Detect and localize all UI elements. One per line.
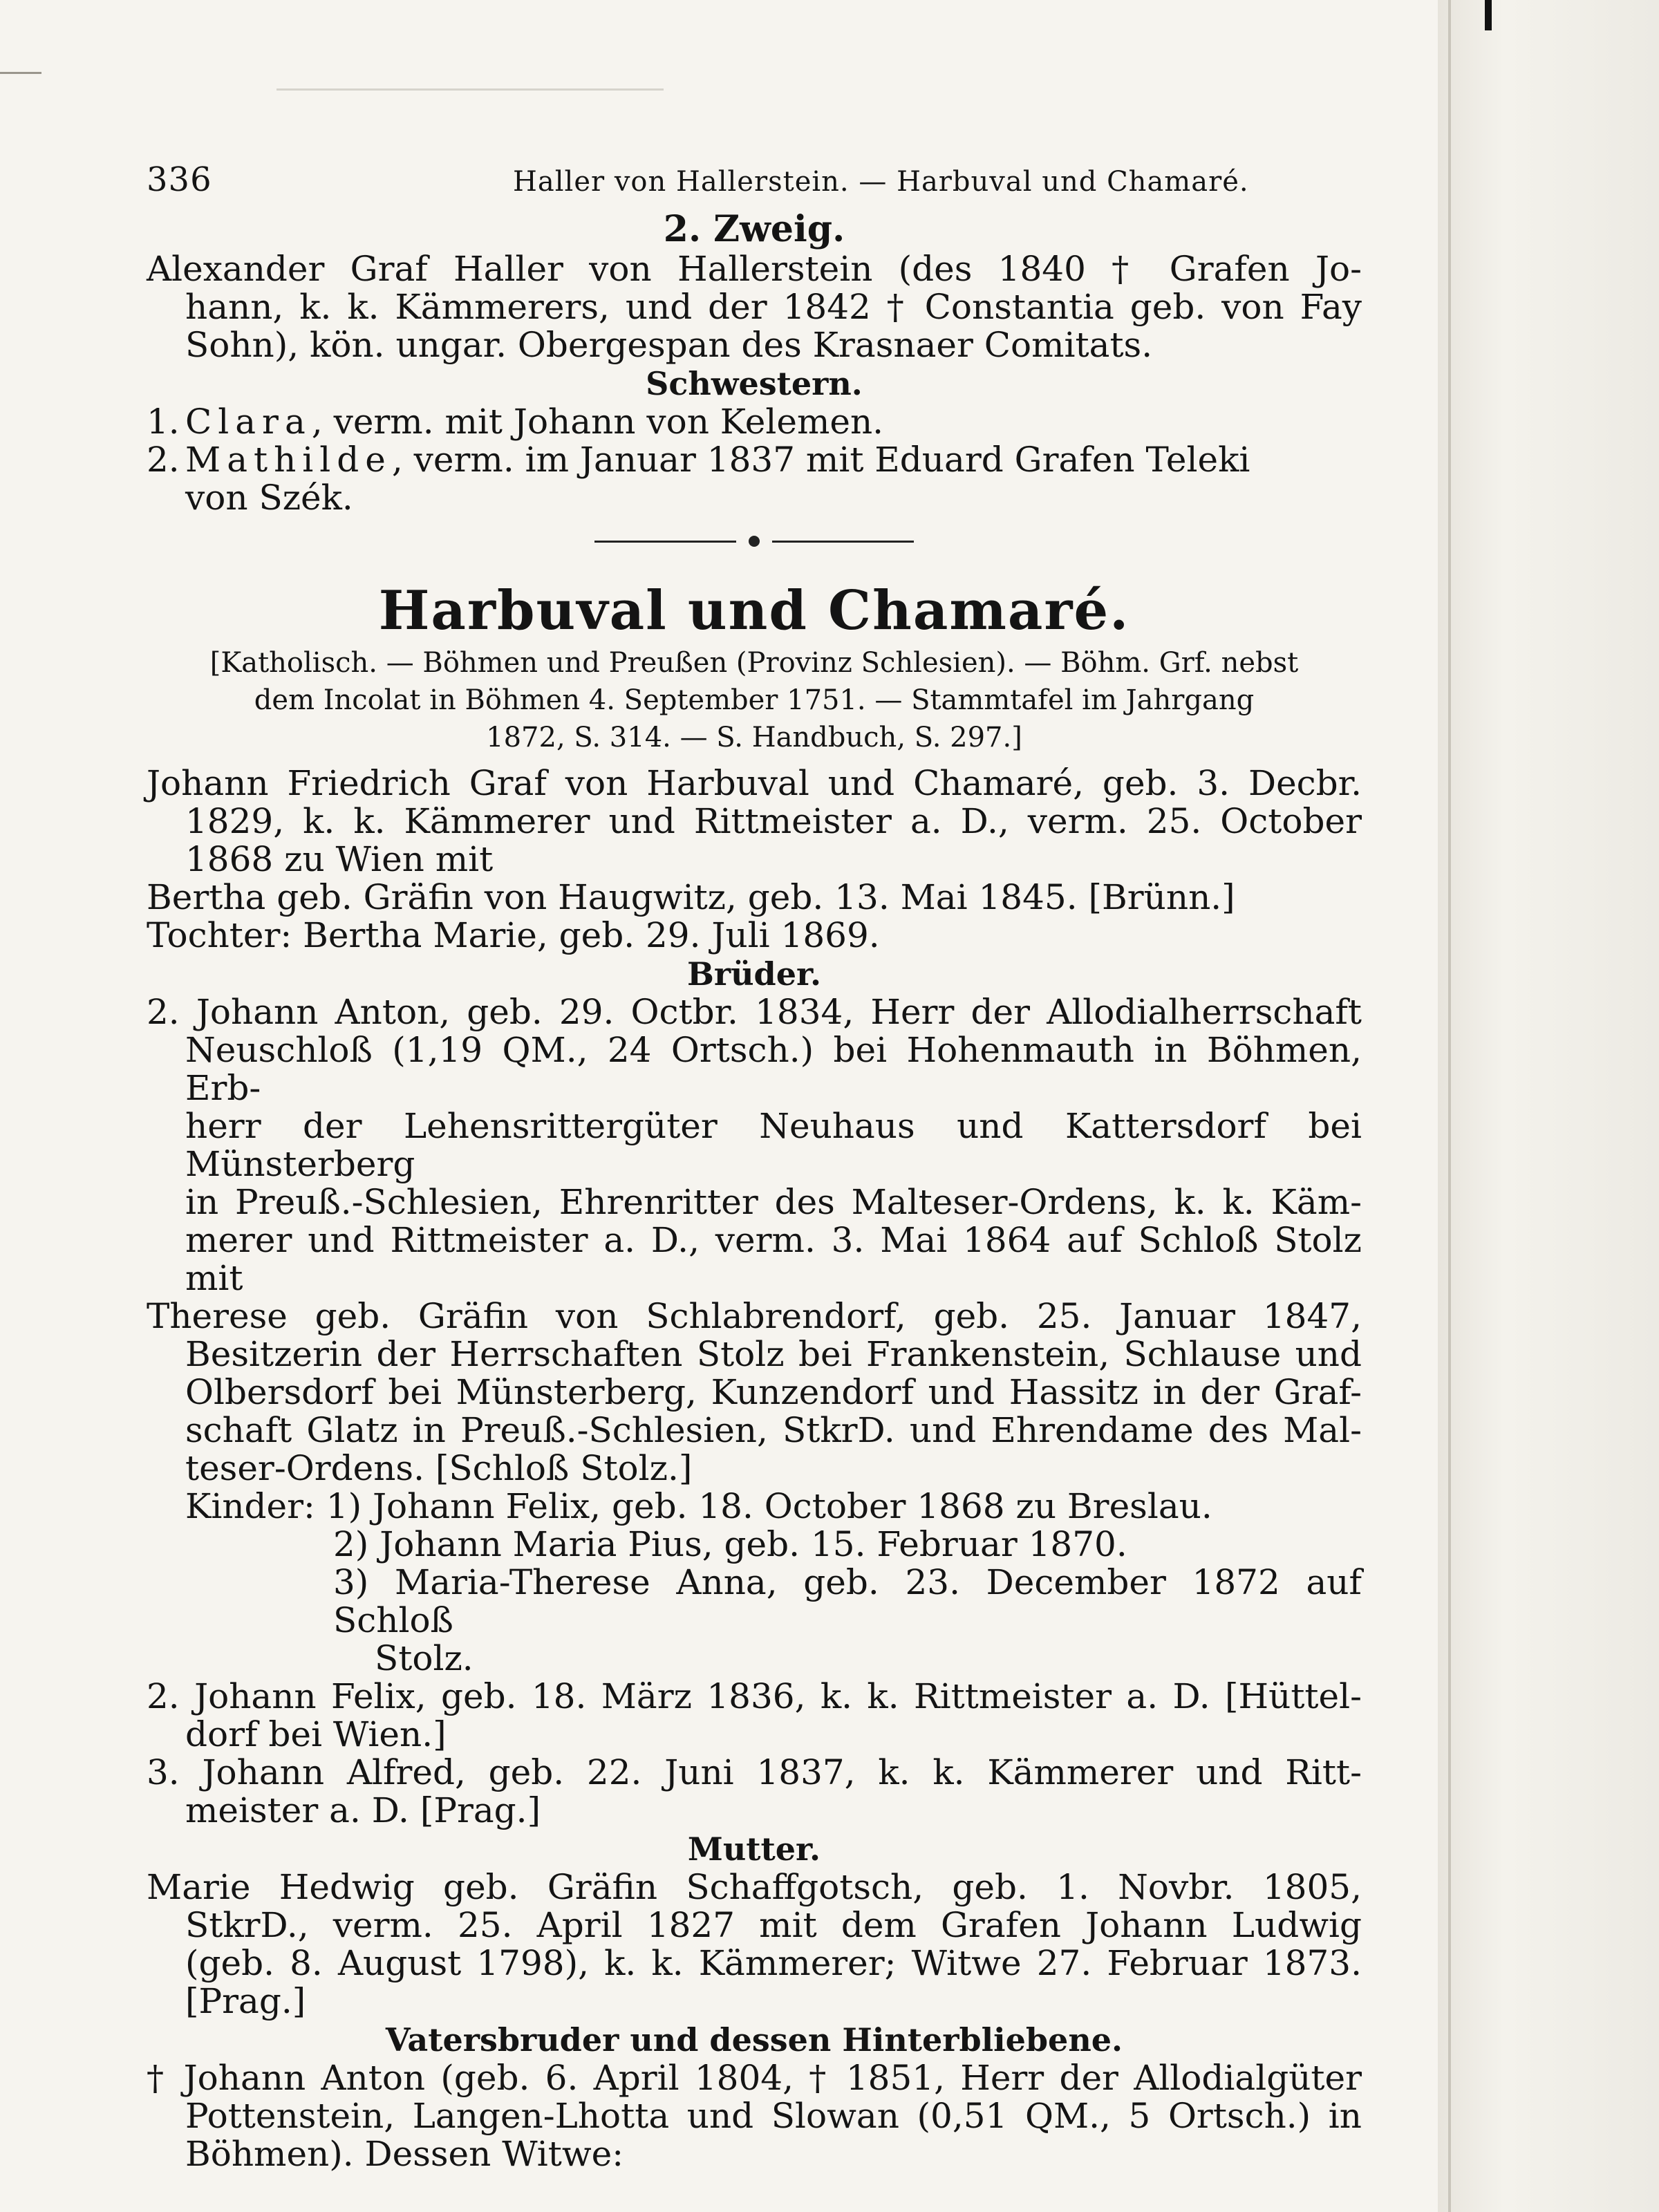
text-line: Besitzerin der Herrschaften Stolz bei Frankenstein, Schlause und: [185, 1334, 1362, 1374]
text-line: Therese geb. Gräfin von Schlabrendorf, geb. 25. Januar 1847,: [147, 1296, 1362, 1336]
subheading-uncle: Vatersbruder und dessen Hinterbliebene.: [385, 2021, 1123, 2059]
text-line: hann, k. k. Kämmerers, und der 1842 † Constantia geb. von Fay: [185, 287, 1362, 327]
page-number: 336: [147, 160, 212, 199]
text-line: Olbersdorf bei Münsterberg, Kunzendorf und Hassitz in der Graf-: [185, 1372, 1362, 1412]
running-head: Haller von Hallerstein. — Harbuval und Chamaré.: [513, 166, 1249, 198]
scan-mark: [0, 72, 41, 74]
text-line: Stolz.: [375, 1638, 474, 1678]
page-text: [147, 160, 1362, 2173]
subheading-mother: Mutter.: [687, 1830, 821, 1868]
scan-mark: [276, 88, 664, 91]
text-line: 3. Johann Alfred, geb. 22. Juni 1837, k. k. Kämmerer und Ritt-: [147, 1752, 1362, 1792]
binding-gutter: [1448, 0, 1451, 2212]
text-line: Kinder: 1) Johann Felix, geb. 18. October 1868 zu Breslau.: [185, 1486, 1212, 1526]
text-line: 1868 zu Wien mit: [185, 839, 494, 879]
text-line: Pottenstein, Langen-Lhotta und Slowan (0,51 QM., 5 Ortsch.) in: [185, 2096, 1362, 2136]
scan-mark: [1485, 0, 1492, 30]
text-line: Neuschloß (1,19 QM., 24 Ortsch.) bei Hohenmauth in Böhmen, Erb-: [185, 1030, 1362, 1108]
text-line: StkrD., verm. 25. April 1827 mit dem Grafen Johann Ludwig: [185, 1905, 1362, 1945]
family-title: Harbuval und Chamaré.: [378, 579, 1130, 642]
list-item: 2. Mathilde, verm. im Januar 1837 mit Eduard Grafen Teleki: [147, 440, 1250, 480]
text-line: (geb. 8. August 1798), k. k. Kämmerer; Witwe 27. Februar 1873.: [185, 1943, 1362, 1983]
text-line: 2. Johann Anton, geb. 29. Octbr. 1834, Herr der Allodialherrschaft: [147, 992, 1362, 1032]
person-name: Clara: [185, 402, 312, 442]
facing-page-edge: [1438, 0, 1659, 2212]
text-line: teser-Ordens. [Schloß Stolz.]: [185, 1448, 693, 1488]
text-line: meister a. D. [Prag.]: [185, 1790, 541, 1830]
text-line: 3) Maria-Therese Anna, geb. 23. December 1872 auf Schloß: [333, 1562, 1362, 1640]
divider-ornament: [147, 517, 1362, 565]
text-line: herr der Lehensrittergüter Neuhaus und Kattersdorf bei Münsterberg: [185, 1106, 1362, 1184]
text-line: von Szék.: [185, 478, 353, 518]
text-line: Alexander Graf Haller von Hallerstein (des 1840 † Grafen Jo-: [147, 249, 1362, 289]
text-line: Bertha geb. Gräfin von Haugwitz, geb. 13. Mai 1845. [Brünn.]: [147, 877, 1235, 917]
text-line: mit: [185, 1258, 243, 1298]
bracket-note: 1872, S. 314. — S. Handbuch, S. 297.]: [486, 722, 1022, 753]
text-line: Tochter: Bertha Marie, geb. 29. Juli 1869.: [147, 915, 880, 955]
text-line: Johann Friedrich Graf von Harbuval und Chamaré, geb. 3. Decbr.: [147, 763, 1362, 803]
text-line: dorf bei Wien.]: [185, 1714, 447, 1754]
list-item: 1. Clara, verm. mit Johann von Kelemen.: [147, 402, 884, 442]
subheading-brothers: Brüder.: [686, 955, 822, 993]
text-line: in Preuß.-Schlesien, Ehrenritter des Malteser-Ordens, k. k. Käm-: [185, 1182, 1362, 1222]
bracket-note: dem Incolat in Böhmen 4. September 1751. — Stammtafel im Jahrgang: [254, 684, 1255, 716]
text-line: Böhmen). Dessen Witwe:: [185, 2134, 624, 2174]
text-line: 1829, k. k. Kämmerer und Rittmeister a. D., verm. 25. October: [185, 801, 1362, 841]
text-line: merer und Rittmeister a. D., verm. 3. Mai 1864 auf Schloß Stolz: [185, 1220, 1362, 1260]
text-line: Sohn), kön. ungar. Obergespan des Krasnaer Comitats.: [185, 325, 1153, 365]
page-header: [147, 160, 1362, 209]
subheading-sisters: Schwestern.: [646, 365, 863, 402]
text-line: schaft Glatz in Preuß.-Schlesien, StkrD. und Ehrendame des Mal-: [185, 1410, 1362, 1450]
section-heading: 2. Zweig.: [663, 208, 845, 250]
bracket-note: [Katholisch. — Böhmen und Preußen (Provinz Schlesien). — Böhm. Grf. nebst: [209, 647, 1299, 679]
text-line: [Prag.]: [185, 1981, 306, 2021]
text-line: 2) Johann Maria Pius, geb. 15. Februar 1870.: [333, 1524, 1127, 1564]
text-line: Marie Hedwig geb. Gräfin Schaffgotsch, geb. 1. Novbr. 1805,: [147, 1867, 1362, 1907]
text-line: 2. Johann Felix, geb. 18. März 1836, k. k. Rittmeister a. D. [Hüttel-: [147, 1676, 1362, 1716]
text-line: † Johann Anton (geb. 6. April 1804, † 1851, Herr der Allodialgüter: [147, 2058, 1362, 2098]
person-name: Mathilde: [185, 440, 392, 480]
